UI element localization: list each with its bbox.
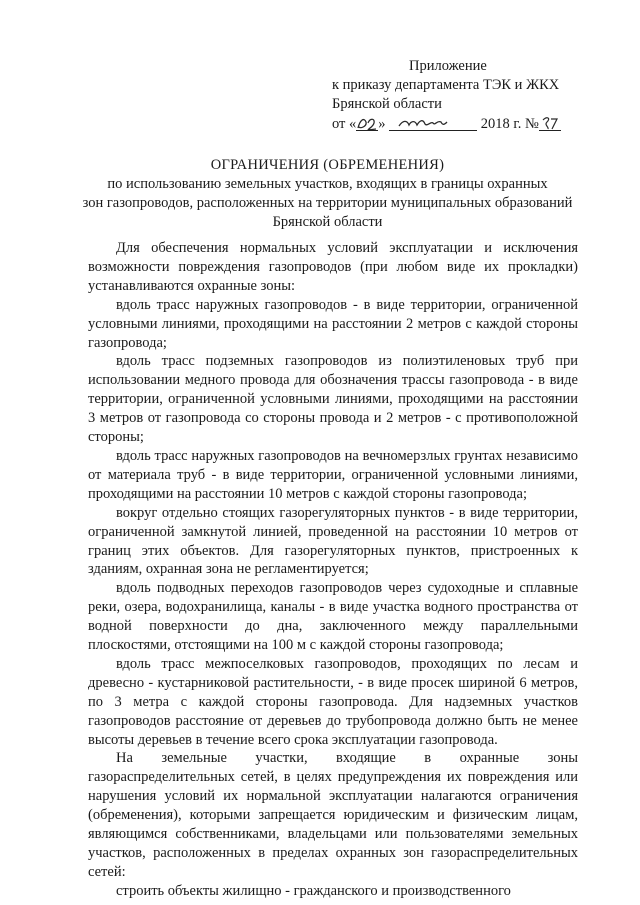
paragraph-permafrost-pipelines: вдоль трасс наружных газопроводов на вечномерзлых грунтах независимо от материала труб - в виде территории, ограниченной условными линиями, проходящими на расстоянии 10 метров с каждой стороны газопровода; bbox=[88, 447, 578, 502]
paragraph-construction-ban: строить объекты жилищно - гражданского и производственного bbox=[116, 882, 511, 899]
paragraph-underwater-crossings: вдоль подводных переходов газопроводов через судоходные и сплавные реки, озера, водохранилища, каналы - в виде участка водного пространства от водной поверхности до дна, заключенного между параллельными плоскостями, отстоящими на 100 м с каждой стороны газопровода; bbox=[88, 580, 578, 654]
order-prefix: от « bbox=[332, 116, 357, 132]
appendix-title: Приложение bbox=[409, 58, 487, 74]
order-mid: » bbox=[378, 116, 386, 132]
document-title: ОГРАНИЧЕНИЯ (ОБРЕМЕНЕНИЯ) bbox=[210, 157, 445, 173]
paragraph-intro: Для обеспечения нормальных условий эксплуатации и исключения возможности повреждения газопроводов (при любом виде их прокладки) устанавливаются охранные зоны: bbox=[88, 240, 578, 294]
subtitle-line-1: по использованию земельных участков, входящих в границы охранных bbox=[107, 176, 548, 192]
paragraph-restrictions: На земельные участки, входящие в охранные зоны газораспределительных сетей, в целях предупреждения их повреждения или нарушения условий их нормальной эксплуатации налагаются ограничения (обременения), которыми запрещается юридическим и физическим лицам, являющимся собственниками, владельцами или пользователями земельных участков, расположенных в пределах охранных зон газораспределительных сетей: bbox=[88, 750, 578, 880]
document-body bbox=[88, 239, 578, 901]
paragraph-underground-pipelines: вдоль трасс подземных газопроводов из полиэтиленовых труб при использовании медного провода для обозначения трассы газопровода - в виде территории, ограниченной условными линиями, проходящими на расстоянии 3 метров от газопровода со стороны провода и 2 метров - с противоположной стороны; bbox=[88, 353, 578, 446]
paragraph-regulator-points: вокруг отдельно стоящих газорегуляторных пунктов - в виде территории, ограниченной замкнутой линией, проведенной на расстоянии 10 метров от границ этих объектов. Для газорегуляторных пунктов, пристроенных к зданиям, охранная зона не регламентируется; bbox=[88, 504, 578, 578]
paragraph-outdoor-pipelines: вдоль трасс наружных газопроводов - в виде территории, ограниченной условными линиями, проходящими на расстоянии 2 метров с каждой стороны газопровода; bbox=[88, 296, 578, 351]
appendix-line-1: к приказу департамента ТЭК и ЖКХ bbox=[332, 77, 560, 93]
subtitle-line-3: Брянской области bbox=[272, 214, 383, 230]
handwritten-number bbox=[539, 114, 561, 132]
handwritten-day bbox=[356, 114, 378, 132]
document-subtitle bbox=[40, 175, 615, 232]
order-line bbox=[332, 114, 632, 134]
appendix-block bbox=[332, 57, 632, 134]
subtitle-line-2: зон газопроводов, расположенных на территории муниципальных образований bbox=[82, 195, 573, 211]
order-year: 2018 г. № bbox=[480, 116, 539, 132]
appendix-line-2: Брянской области bbox=[332, 96, 442, 112]
paragraph-forest-pipelines: вдоль трасс межпоселковых газопроводов, проходящих по лесам и древесно - кустарниковой растительности, - в виде просек шириной 6 метров, по 3 метра с каждой стороны газопровода. Для надземных участков газопроводов расстояние от деревьев до трубопровода должно быть не менее высоты деревьев в течение всего срока эксплуатации газопровода. bbox=[88, 655, 578, 748]
handwritten-month bbox=[389, 114, 477, 132]
